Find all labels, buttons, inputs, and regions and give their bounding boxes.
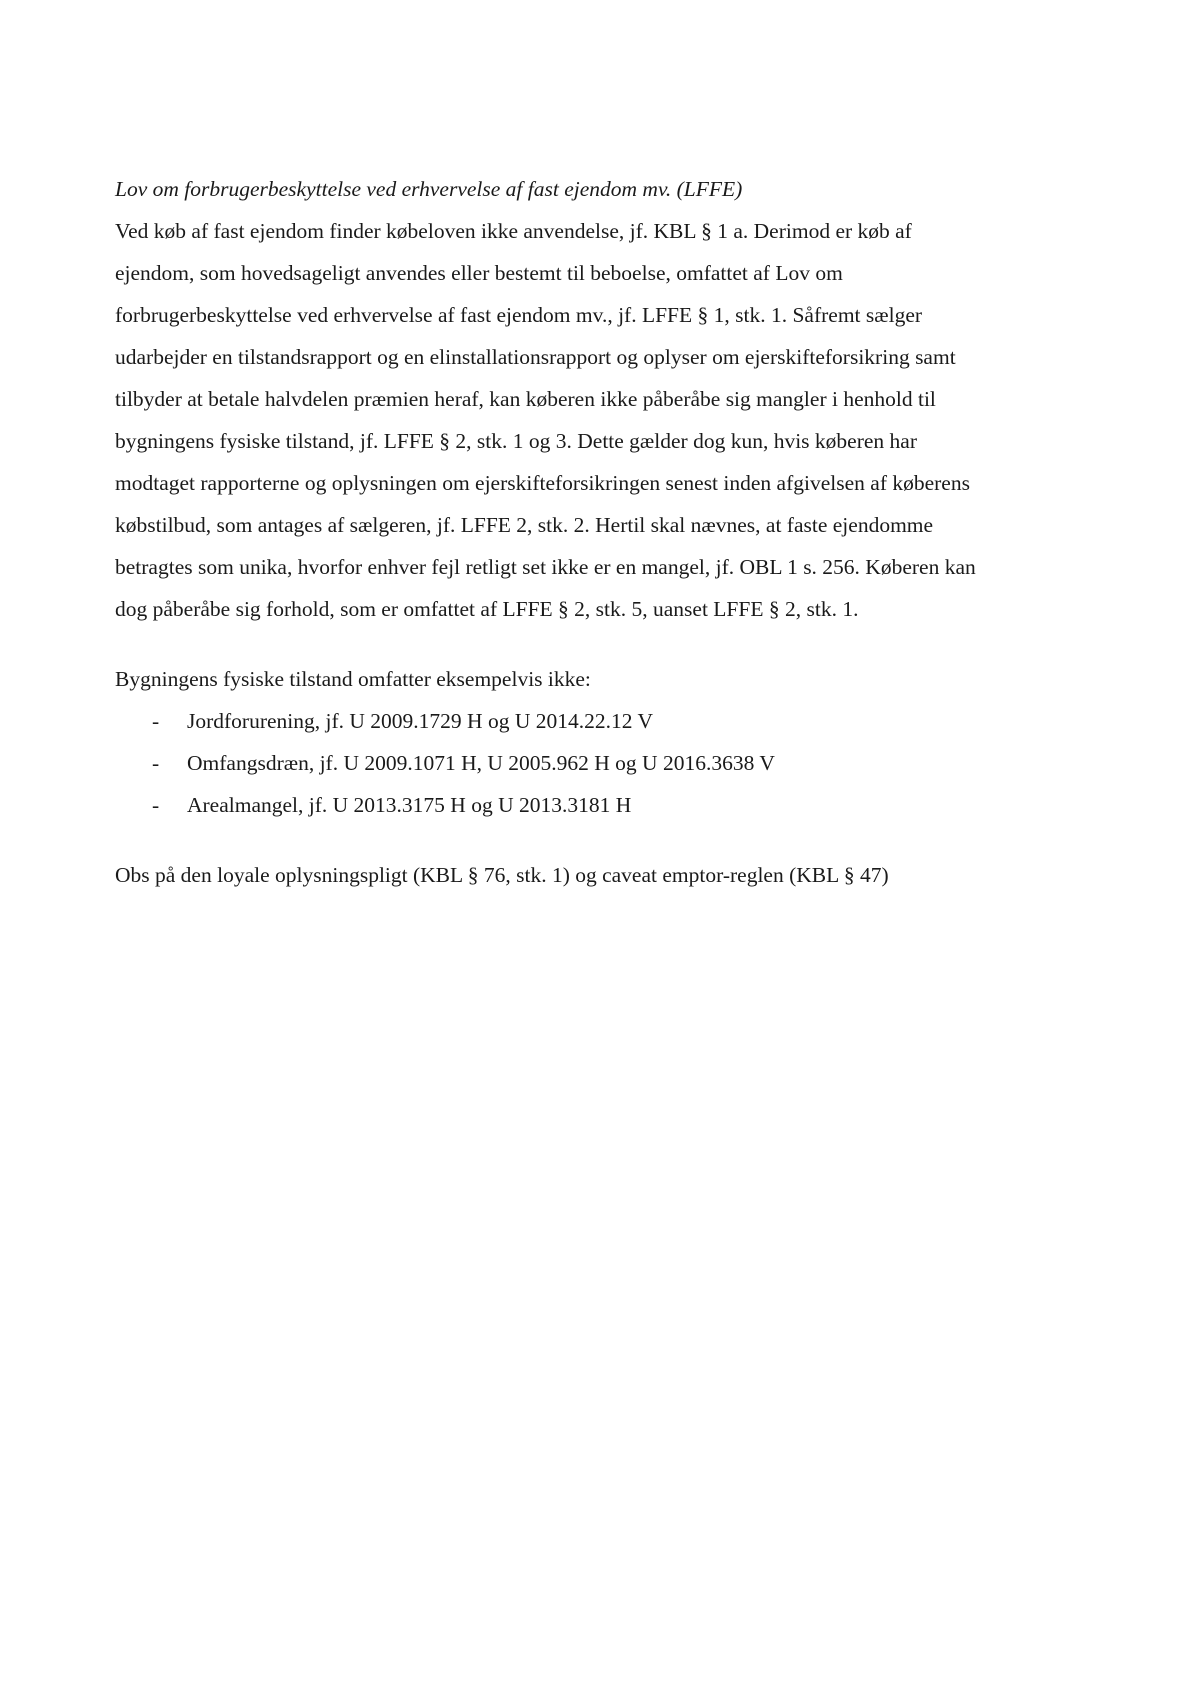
list-item-text: Arealmangel, jf. U 2013.3175 H og U 2013.3181 H bbox=[187, 793, 632, 817]
list-item bbox=[115, 784, 1090, 826]
list-dash: - bbox=[152, 751, 160, 775]
paragraph-spacer bbox=[115, 630, 1090, 658]
paragraph-line: ejendom, som hovedsageligt anvendes eller bestemt til beboelse, omfattet af Lov om bbox=[115, 261, 843, 285]
list-item-text: Jordforurening, jf. U 2009.1729 H og U 2014.22.12 V bbox=[187, 709, 653, 733]
paragraph-line: dog påberåbe sig forhold, som er omfattet af LFFE § 2, stk. 5, uanset LFFE § 2, stk. 1. bbox=[115, 597, 859, 621]
paragraph-line: tilbyder at betale halvdelen præmien heraf, kan køberen ikke påberåbe sig mangler i henhold til bbox=[115, 387, 936, 411]
paragraph-line: modtaget rapporterne og oplysningen om ejerskifteforsikringen senest inden afgivelsen af køberens bbox=[115, 471, 970, 495]
document-heading: Lov om forbrugerbeskyttelse ved erhvervelse af fast ejendom mv. (LFFE) bbox=[115, 177, 743, 201]
closing-note: Obs på den loyale oplysningspligt (KBL § 76, stk. 1) og caveat emptor-reglen (KBL § 47) bbox=[115, 863, 889, 887]
intro-paragraph bbox=[115, 210, 1090, 630]
paragraph-spacer bbox=[115, 826, 1090, 854]
paragraph-line: bygningens fysiske tilstand, jf. LFFE § 2, stk. 1 og 3. Dette gælder dog kun, hvis køberen har bbox=[115, 429, 917, 453]
paragraph-line: forbrugerbeskyttelse ved erhvervelse af fast ejendom mv., jf. LFFE § 1, stk. 1. Såfremt sælger bbox=[115, 303, 923, 327]
list-item bbox=[115, 700, 1090, 742]
paragraph-line: Ved køb af fast ejendom finder købeloven ikke anvendelse, jf. KBL § 1 a. Derimod er køb af bbox=[115, 219, 912, 243]
list-item-text: Omfangsdræn, jf. U 2009.1071 H, U 2005.962 H og U 2016.3638 V bbox=[187, 751, 775, 775]
paragraph-line: købstilbud, som antages af sælgeren, jf. LFFE 2, stk. 2. Hertil skal nævnes, at faste ejendomme bbox=[115, 513, 934, 537]
list-item bbox=[115, 742, 1090, 784]
list-intro: Bygningens fysiske tilstand omfatter eksempelvis ikke: bbox=[115, 667, 591, 691]
paragraph-line: udarbejder en tilstandsrapport og en elinstallationsrapport og oplyser om ejerskifteforsikring samt bbox=[115, 345, 956, 369]
document-body bbox=[115, 168, 1090, 896]
list-dash: - bbox=[152, 709, 160, 733]
paragraph-line: betragtes som unika, hvorfor enhver fejl retligt set ikke er en mangel, jf. OBL 1 s. 256. Køberen kan bbox=[115, 555, 976, 579]
list-dash: - bbox=[152, 793, 160, 817]
example-list bbox=[115, 700, 1090, 826]
